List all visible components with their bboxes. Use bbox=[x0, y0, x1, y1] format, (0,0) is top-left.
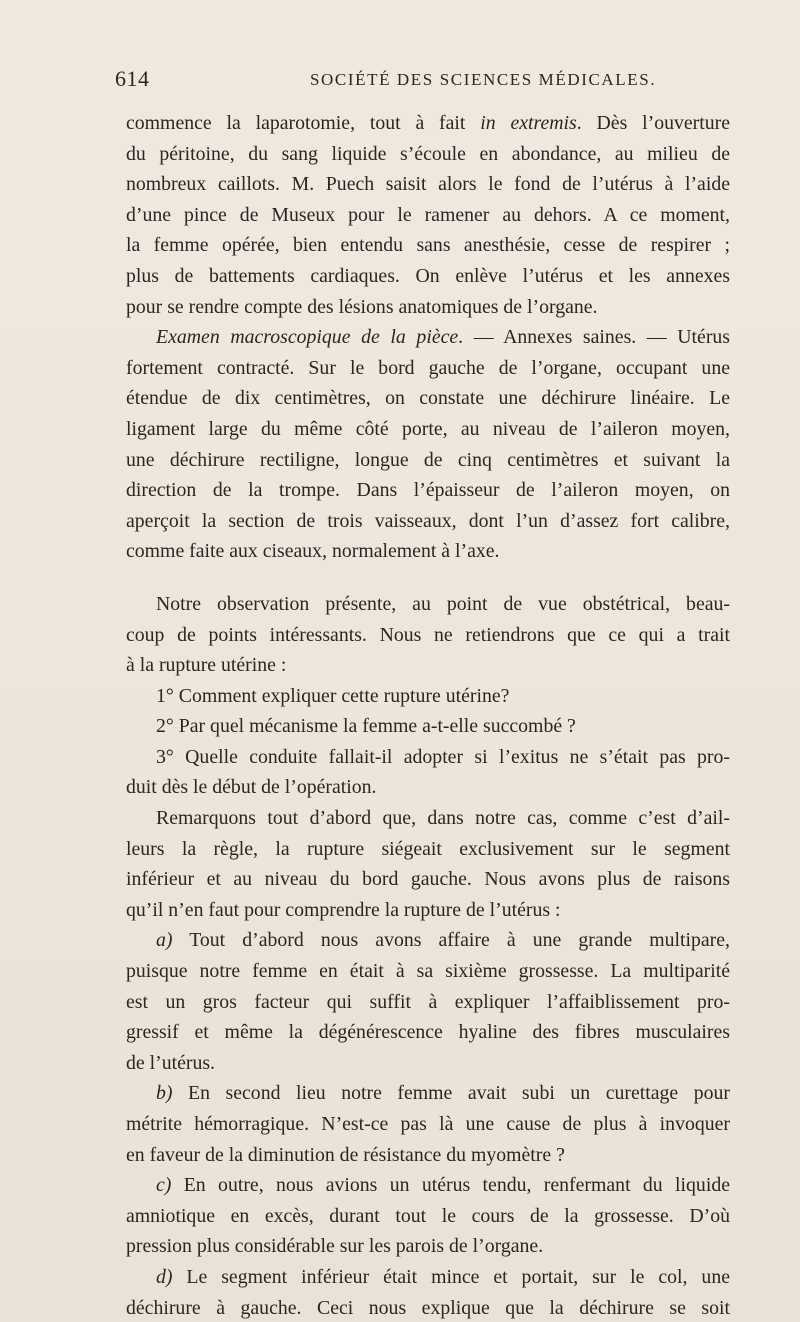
paragraph-observation bbox=[126, 589, 730, 681]
paragraph-remarquons bbox=[126, 803, 730, 925]
text-line: est un gros facteur qui suffit à expliquer l’affaiblissement pro- bbox=[126, 990, 730, 1013]
italic-phrase: a) bbox=[156, 929, 173, 952]
body-text bbox=[126, 108, 730, 1322]
question-1 bbox=[126, 681, 730, 712]
italic-phrase: in extremis bbox=[480, 112, 577, 134]
text-line: duit dès le début de l’opération. bbox=[126, 776, 377, 799]
text-line: plus de battements cardiaques. On enlève l’utérus et les annexes bbox=[126, 264, 730, 287]
text-line: Remarquons tout d’abord que, dans notre cas, comme c’est d’ail- bbox=[156, 807, 730, 830]
text-line: de l’utérus. bbox=[126, 1051, 215, 1074]
text-line: leurs la règle, la rupture siégeait exclusivement sur le segment bbox=[126, 837, 730, 860]
text-line: d) Le segment inférieur était mince et portait, sur le col, une bbox=[156, 1265, 730, 1288]
text-line: fortement contracté. Sur le bord gauche de l’organe, occupant une bbox=[126, 356, 730, 379]
paragraph-point-a bbox=[126, 925, 730, 1078]
text-line: commence la laparotomie, tout à fait in extremis. Dès l’ouverture bbox=[126, 112, 730, 134]
question-3 bbox=[126, 742, 730, 803]
text-line: Notre observation présente, au point de vue obstétrical, beau- bbox=[156, 592, 730, 615]
question-2 bbox=[126, 711, 730, 742]
text-line: c) En outre, nous avions un utérus tendu, renfermant du liquide bbox=[156, 1174, 730, 1197]
text-line: déchirure à gauche. Ceci nous explique que la déchirure se soit bbox=[126, 1296, 730, 1319]
text-line: gressif et même la dégénérescence hyaline des fibres musculaires bbox=[126, 1021, 730, 1044]
text-line: b) En second lieu notre femme avait subi un curettage pour bbox=[156, 1082, 730, 1105]
text-line: étendue de dix centimètres, on constate une déchirure linéaire. Le bbox=[126, 387, 730, 410]
italic-phrase: d) bbox=[156, 1265, 173, 1288]
text-line: métrite hémorragique. N’est-ce pas là une cause de plus à invoquer bbox=[126, 1113, 730, 1135]
text-line: d’une pince de Museux pour le ramener au dehors. A ce moment, bbox=[126, 203, 730, 226]
text-line: coup de points intéressants. Nous ne retiendrons que ce qui a trait bbox=[126, 623, 730, 646]
text-line: à la rupture utérine : bbox=[126, 654, 287, 677]
text-line: pression plus considérable sur les parois de l’organe. bbox=[126, 1235, 544, 1258]
text-line: du péritoine, du sang liquide s’écoule en abondance, au milieu de bbox=[126, 142, 730, 165]
text-line: 3° Quelle conduite fallait-il adopter si l’exitus ne s’était pas pro- bbox=[156, 745, 730, 768]
text-line: qu’il n’en faut pour comprendre la rupture de l’utérus : bbox=[126, 898, 561, 921]
page-header bbox=[115, 66, 720, 96]
text-line: comme faite aux ciseaux, normalement à l’axe. bbox=[126, 540, 500, 563]
text-line: direction de la trompe. Dans l’épaisseur de l’aileron moyen, on bbox=[126, 479, 730, 502]
text-line: la femme opérée, bien entendu sans anesthésie, cesse de respirer ; bbox=[126, 234, 730, 257]
text-line: en faveur de la diminution de résistance du myomètre ? bbox=[126, 1143, 565, 1166]
italic-phrase: Examen macroscopique de la pièce bbox=[156, 326, 459, 349]
paragraph-point-b bbox=[126, 1078, 730, 1170]
paragraph-continuation bbox=[126, 108, 730, 322]
italic-phrase: c) bbox=[156, 1174, 172, 1197]
text-line: Examen macroscopique de la pièce. — Annexes saines. — Utérus bbox=[156, 326, 731, 349]
text-line: amniotique en excès, durant tout le cours de la grossesse. D’où bbox=[126, 1204, 730, 1227]
paragraph-point-d bbox=[126, 1262, 730, 1322]
text-line: a) Tout d’abord nous avons affaire à une grande multipare, bbox=[156, 929, 730, 952]
text-line: inférieur et au niveau du bord gauche. Nous avons plus de raisons bbox=[126, 868, 730, 891]
text-line: pour se rendre compte des lésions anatomiques de l’organe. bbox=[126, 295, 598, 318]
paragraph-point-c bbox=[126, 1170, 730, 1262]
text-line: aperçoit la section de trois vaisseaux, dont l’un d’assez fort calibre, bbox=[126, 509, 730, 532]
page-number: 614 bbox=[115, 66, 150, 91]
text-line: nombreux caillots. M. Puech saisit alors le fond de l’utérus à l’aide bbox=[126, 173, 730, 196]
text-line: une déchirure rectiligne, longue de cinq centimètres et suivant la bbox=[126, 448, 730, 471]
text-line: 1° Comment expliquer cette rupture utérine? bbox=[156, 684, 510, 707]
text-line: puisque notre femme en était à sa sixième grossesse. La multiparité bbox=[126, 960, 730, 983]
running-head: SOCIÉTÉ DES SCIENCES MÉDICALES. bbox=[310, 70, 657, 89]
text-line: ligament large du même côté porte, au niveau de l’aileron moyen, bbox=[126, 417, 730, 440]
italic-phrase: b) bbox=[156, 1082, 173, 1105]
paragraph-examen-macroscopique bbox=[126, 322, 730, 567]
text-line: 2° Par quel mécanisme la femme a-t-elle succombé ? bbox=[156, 715, 576, 738]
